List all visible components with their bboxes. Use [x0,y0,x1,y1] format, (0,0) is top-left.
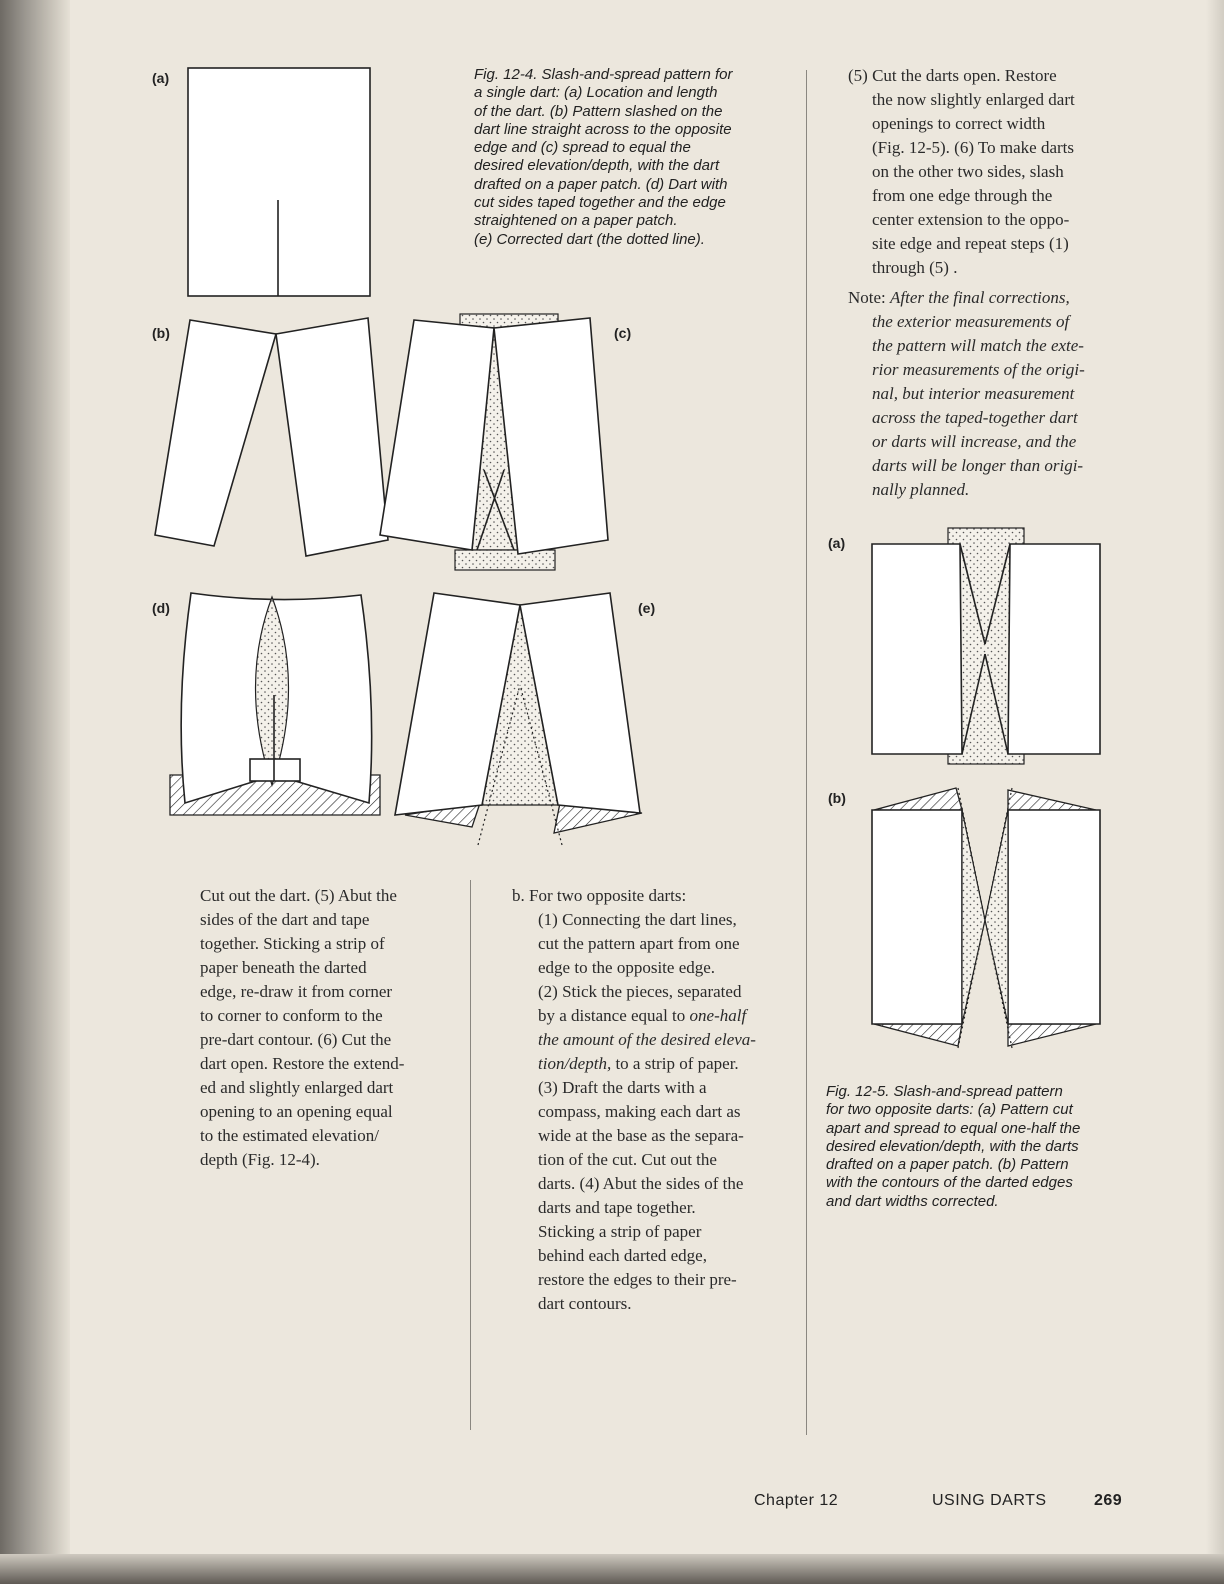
text-line: Sticking a strip of paper [538,1222,702,1241]
italic-fragment: one-half [689,1006,747,1025]
page-number: 269 [1094,1492,1123,1509]
fig-12-4-label-e: (e) [638,600,656,616]
text-line: edge to the opposite edge. [538,958,716,977]
text-line: opening to an opening equal [200,1102,393,1121]
text-fragment: by a distance equal to [538,1006,690,1025]
text-line: dart contours. [538,1294,632,1313]
text-line: to corner to conform to the [200,1006,383,1025]
text-line: across the taped-together dart [872,408,1078,427]
fig-12-5-label-a: (a) [828,535,846,551]
book-spine-shadow [0,0,70,1584]
text-line: Cut out the dart. (5) Abut the [200,886,397,905]
text-line: or darts will increase, and the [872,432,1077,451]
text-line: center extension to the oppo- [872,210,1070,229]
caption-line: edge and (c) spread to equal the [474,139,691,157]
text-line: rior measurements of the origi- [872,360,1085,379]
caption-line: desired elevation/depth, with the dart [474,157,720,175]
caption-line: Fig. 12-4. Slash-and-spread pattern for [474,66,733,83]
fig-12-4-label-a: (a) [152,70,170,86]
caption-line: drafted on a paper patch. (d) Dart with [474,175,728,193]
text-line: (3) Draft the darts with a [538,1078,707,1097]
caption-line: of the dart. (b) Pattern slashed on the [474,102,723,120]
text-line: the amount of the desired eleva- [538,1030,756,1049]
text-line: from one edge through the [872,186,1053,205]
text-line: on the other two sides, slash [872,162,1064,181]
fig-12-5-caption [826,1083,1136,1211]
caption-line: a single dart: (a) Location and length [474,84,718,102]
caption-line: for two opposite darts: (a) Pattern cut [826,1101,1073,1119]
text-line: dart open. Restore the extend- [200,1054,405,1073]
text-line: together. Sticking a strip of [200,934,385,953]
section-heading: b. For two opposite darts: [512,886,687,905]
text-line [538,1052,797,1076]
caption-line: Fig. 12-5. Slash-and-spread pattern [826,1083,1063,1100]
fig-12-4-label-d: (d) [152,600,170,616]
note-first-line [848,286,1128,310]
text-line: edge, re-draw it from corner [200,982,393,1001]
text-line: cut the pattern apart from one [538,934,740,953]
text-line: nal, but interior measurement [872,384,1075,403]
text-line: pre-dart contour. (6) Cut the [200,1030,392,1049]
fig-12-4-a-diagram [180,60,380,305]
note-block [848,286,1128,502]
column-rule [470,880,471,1430]
text-line: darts and tape together. [538,1198,696,1217]
page-edge-shadow [1206,0,1224,1584]
text-line: the exterior measurements of [872,312,1070,331]
middle-column-text [512,884,797,1316]
caption-line: apart and spread to equal one-half the [826,1119,1081,1137]
text-line: sides of the dart and tape [200,910,370,929]
text-line: depth (Fig. 12-4). [200,1150,320,1169]
italic-fragment: tion/depth, [538,1054,612,1073]
text-fragment: After the final corrections, [890,288,1070,307]
text-line [538,1004,797,1028]
text-line: site edge and repeat steps (1) [872,234,1069,253]
note-label: Note: [848,288,886,307]
text-line: the pattern will match the exte- [872,336,1084,355]
fig-12-5-label-b: (b) [828,790,846,806]
column-rule [806,70,807,1435]
text-line: to the estimated elevation/ [200,1126,379,1145]
text-line: tion of the cut. Cut out the [538,1150,717,1169]
text-line: (Fig. 12-5). (6) To make darts [872,138,1074,157]
text-line: (2) Stick the pieces, separated [538,982,742,1001]
text-line: ed and slightly enlarged dart [200,1078,394,1097]
caption-line: (e) Corrected dart (the dotted line). [474,230,705,248]
text-line: openings to correct width [872,114,1046,133]
text-line: through (5) . [872,258,958,277]
text-line: restore the edges to their pre- [538,1270,737,1289]
caption-line: dart line straight across to the opposite [474,120,732,138]
fig-12-4-e-diagram [390,585,650,855]
caption-line: and dart widths corrected. [826,1192,999,1210]
text-line: the now slightly enlarged dart [872,90,1075,109]
text-line: wide at the base as the separa- [538,1126,744,1145]
text-line: paper beneath the darted [200,958,367,977]
caption-line: with the contours of the darted edges [826,1174,1073,1192]
footer-section: USING DARTS [932,1492,1047,1509]
fig-12-4-b-diagram [150,310,390,560]
text-line: (1) Connecting the dart lines, [538,910,737,929]
text-line: darts will be longer than origi- [872,456,1084,475]
fig-12-4-caption [474,66,794,249]
text-line: behind each darted edge, [538,1246,707,1265]
fig-12-4-d-diagram [165,585,390,820]
caption-line: straightened on a paper patch. [474,212,678,230]
text-line: (5) Cut the darts open. Restore [848,66,1057,85]
text-line: darts. (4) Abut the sides of the [538,1174,744,1193]
text-line: nally planned. [872,480,970,499]
caption-line: drafted on a paper patch. (b) Pattern [826,1156,1069,1174]
fig-12-5-b-diagram [860,780,1110,1055]
footer-chapter: Chapter 12 [754,1492,839,1509]
text-line: compass, making each dart as [538,1102,741,1121]
left-column-text [200,884,460,1172]
text-fragment: to a strip of paper. [611,1054,739,1073]
bottom-shadow [0,1554,1224,1584]
fig-12-5-a-diagram [860,520,1110,770]
caption-line: cut sides taped together and the edge [474,194,726,212]
caption-line: desired elevation/depth, with the darts [826,1137,1079,1155]
fig-12-4-label-b: (b) [152,325,170,341]
fig-12-4-label-c: (c) [614,325,632,341]
right-column-text [848,64,1128,280]
fig-12-4-c-diagram [380,310,620,575]
